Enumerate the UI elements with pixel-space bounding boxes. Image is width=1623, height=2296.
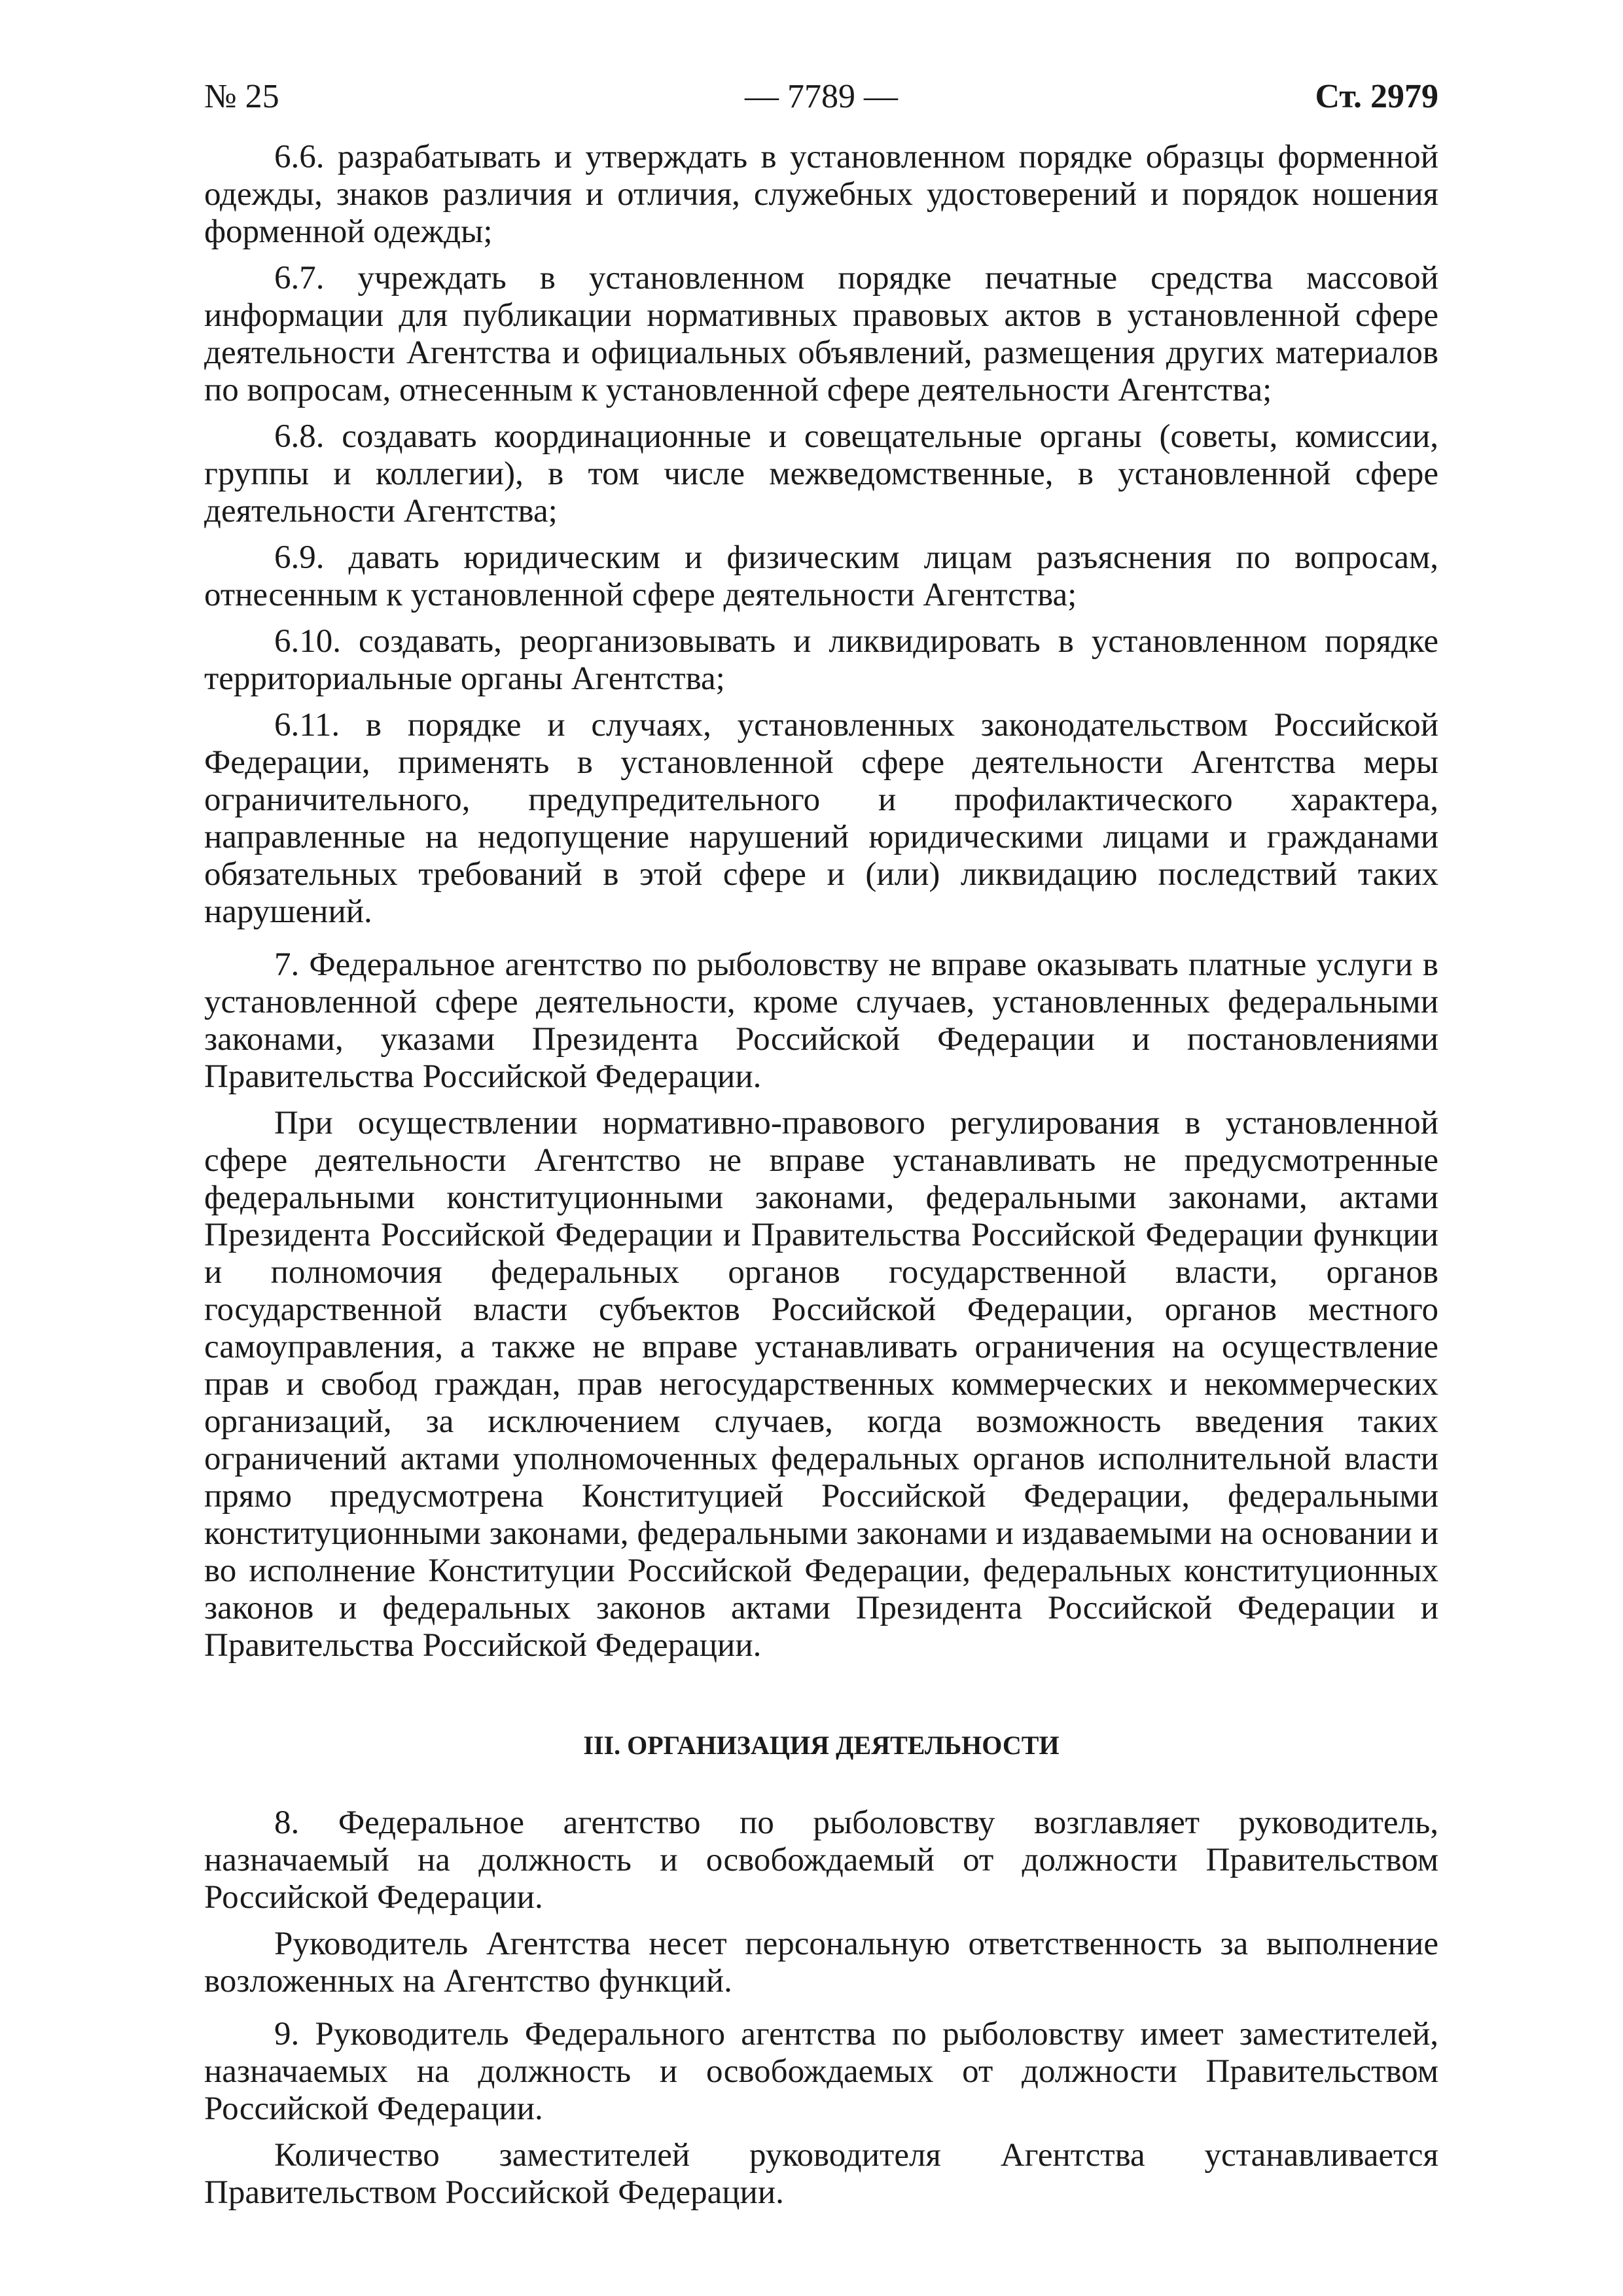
paragraph-7: 7. Федеральное агентство по рыболовству не вправе оказывать платные услуги в установленной сфере деятельности, кроме случаев, установленных федеральными законами, указами Президента Российской Федерации и постановлениями Правительства Российской Федерации.	[204, 946, 1438, 1095]
paragraph-7-regulation: При осуществлении нормативно-правового регулирования в установленной сфере деятельности Агентство не вправе устанавливать не предусмотренные федеральными конституционными законами, федеральными законами, актами Президента Российской Федерации и Правительства Российской Федерации функции и полномочия федеральных органов государственной власти, органов государственной власти субъектов Российской Федерации, органов местного самоуправления, а также не вправе устанавливать ограничения на осуществление прав и свобод граждан, прав негосударственных коммерческих и некоммерческих организаций, за исключением случаев, когда возможность введения таких ограничений актами уполномоченных федеральных органов исполнительной власти прямо предусмотрена Конституцией Российской Федерации, федеральными конституционными законами, федеральными законами и издаваемыми на основании и во исполнение Конституции Российской Федерации, федеральных конституционных законов и федеральных законов актами Президента Российской Федерации и Правительства Российской Федерации.	[204, 1105, 1438, 1664]
paragraph-8: 8. Федеральное агентство по рыболовству возглавляет руководитель, назначаемый на должность и освобождаемый от должности Правительством Российской Федерации.	[204, 1804, 1438, 1916]
paragraph-6-11: 6.11. в порядке и случаях, установленных законодательством Российской Федерации, применять в установленной сфере деятельности Агентства меры ограничительного, предупредительного и профилактического характера, направленные на недопущение нарушений юридическими лицами и гражданами обязательных требований в этой сфере и (или) ликвидацию последствий таких нарушений.	[204, 707, 1438, 930]
document-body	[204, 139, 1438, 2221]
issue-number: № 25	[204, 78, 279, 115]
article-number: Ст. 2979	[1315, 78, 1438, 115]
paragraph-6-10: 6.10. создавать, реорганизовывать и ликвидировать в установленном порядке территориальные органы Агентства;	[204, 623, 1438, 697]
paragraph-6-7: 6.7. учреждать в установленном порядке печатные средства массовой информации для публикации нормативных правовых актов в установленной сфере деятельности Агентства и официальных объявлений, размещения других материалов по вопросам, отнесенным к установленной сфере деятельности Агентства;	[204, 260, 1438, 408]
paragraph-6-9: 6.9. давать юридическим и физическим лицам разъяснения по вопросам, отнесенным к установленной сфере деятельности Агентства;	[204, 539, 1438, 613]
page-header	[204, 71, 1438, 123]
paragraph-9: 9. Руководитель Федерального агентства по рыболовству имеет заместителей, назначаемых на должность и освобождаемых от должности Правительством Российской Федерации.	[204, 2016, 1438, 2127]
paragraph-6-6: 6.6. разрабатывать и утверждать в установленном порядке образцы форменной одежды, знаков различия и отличия, служебных удостоверений и порядок ношения форменной одежды;	[204, 139, 1438, 250]
paragraph-8-responsibility: Руководитель Агентства несет персональную ответственность за выполнение возложенных на Агентство функций.	[204, 1926, 1438, 2000]
paragraph-6-8: 6.8. создавать координационные и совещательные органы (советы, комиссии, группы и коллегии), в том числе межведомственные, в установленной сфере деятельности Агентства;	[204, 418, 1438, 529]
section-heading: III. ОРГАНИЗАЦИЯ ДЕЯТЕЛЬНОСТИ	[583, 1731, 1060, 1760]
page-number: — 7789 —	[745, 78, 898, 115]
paragraph-9-deputies-count: Количество заместителей руководителя Агентства устанавливается Правительством Российской Федерации.	[204, 2137, 1438, 2211]
